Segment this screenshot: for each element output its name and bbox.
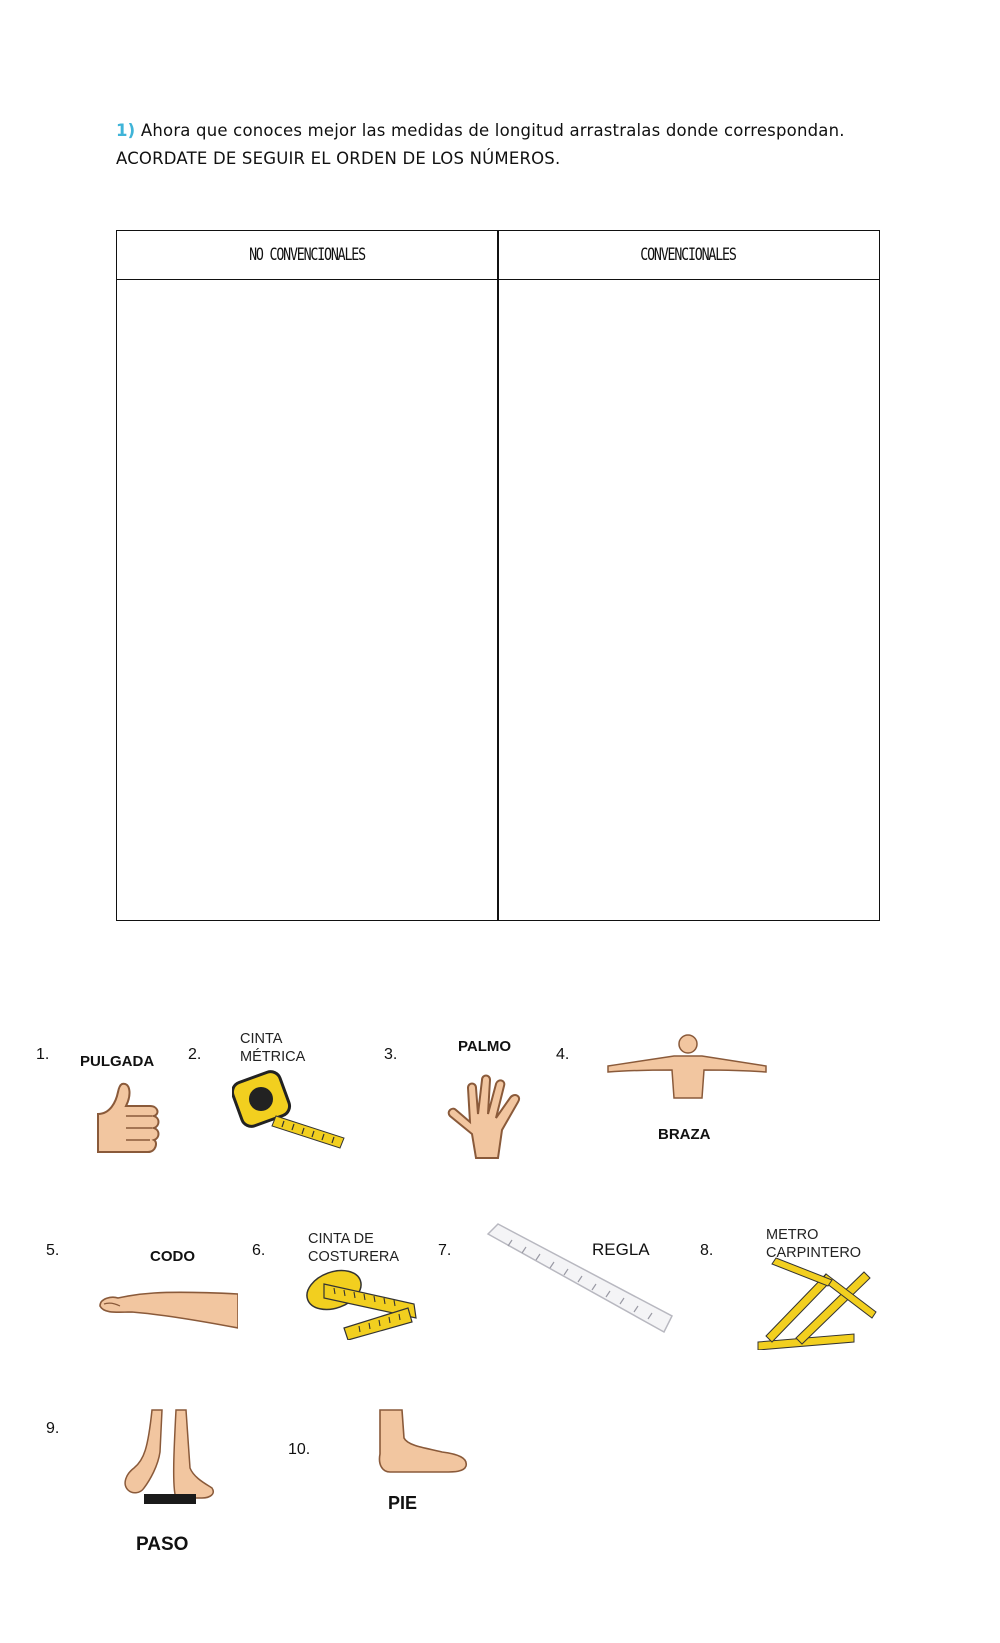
forearm-icon	[96, 1284, 238, 1330]
instruction-text	[116, 117, 880, 173]
drag-card-pie[interactable]	[288, 1408, 478, 1538]
card-number: 3.	[384, 1046, 398, 1063]
card-number: 6.	[252, 1242, 266, 1259]
card-number: 4.	[556, 1046, 570, 1063]
card-label: BRAZA	[658, 1126, 711, 1143]
foot-step-icon	[114, 1408, 218, 1508]
card-label: CINTA MÉTRICA	[240, 1031, 306, 1065]
card-number: 8.	[700, 1242, 714, 1259]
drag-card-codo[interactable]	[46, 1230, 242, 1350]
drag-card-metro-carpintero[interactable]	[700, 1226, 900, 1346]
drag-card-paso[interactable]	[46, 1408, 236, 1558]
drag-card-cinta-metrica[interactable]	[184, 1030, 354, 1160]
instruction-line-2: ACORDATE DE SEGUIR EL ORDEN DE LOS NÚMEROS.	[116, 149, 561, 168]
sorting-table	[116, 230, 880, 921]
header-convencionales: CONVENCIONALES	[640, 245, 736, 265]
drag-card-regla[interactable]	[438, 1222, 678, 1342]
drag-card-cinta-costurera[interactable]	[252, 1230, 424, 1350]
folding-rule-icon	[756, 1252, 878, 1350]
sewing-tape-icon	[304, 1254, 420, 1340]
card-label: PASO	[136, 1534, 189, 1555]
header-no-convencionales: NO CONVENCIONALES	[249, 245, 365, 265]
drop-zone-no-convencionales[interactable]	[118, 281, 496, 919]
card-number: 10.	[288, 1441, 311, 1458]
card-label: CODO	[150, 1248, 195, 1265]
card-label: METRO CARPINTERO	[766, 1227, 862, 1261]
card-number: 7.	[438, 1242, 452, 1259]
instruction-number: 1)	[116, 121, 136, 140]
card-number: 5.	[46, 1242, 60, 1259]
tape-measure-icon	[232, 1068, 347, 1154]
card-number: 2.	[188, 1046, 202, 1063]
thumb-hand-icon	[92, 1080, 166, 1158]
column-divider	[497, 231, 499, 920]
foot-icon	[376, 1408, 470, 1474]
card-number: 9.	[46, 1420, 60, 1437]
drag-card-pulgada[interactable]	[36, 1040, 166, 1160]
drop-zone-convencionales[interactable]	[500, 281, 878, 919]
card-number: 1.	[36, 1046, 50, 1063]
card-label: PULGADA	[80, 1053, 155, 1070]
instruction-line-1: Ahora que conoces mejor las medidas de longitud arrastralas donde correspondan.	[140, 121, 845, 140]
card-label: PALMO	[458, 1038, 512, 1055]
card-label: CINTA DE COSTURERA	[308, 1231, 400, 1265]
card-label: PIE	[388, 1493, 418, 1513]
drag-card-braza[interactable]	[556, 1030, 776, 1160]
open-hand-icon	[446, 1074, 528, 1160]
card-label: REGLA	[592, 1240, 650, 1259]
outstretched-arms-icon	[604, 1032, 770, 1102]
ruler-icon	[478, 1222, 674, 1338]
drag-card-palmo[interactable]	[384, 1030, 524, 1160]
